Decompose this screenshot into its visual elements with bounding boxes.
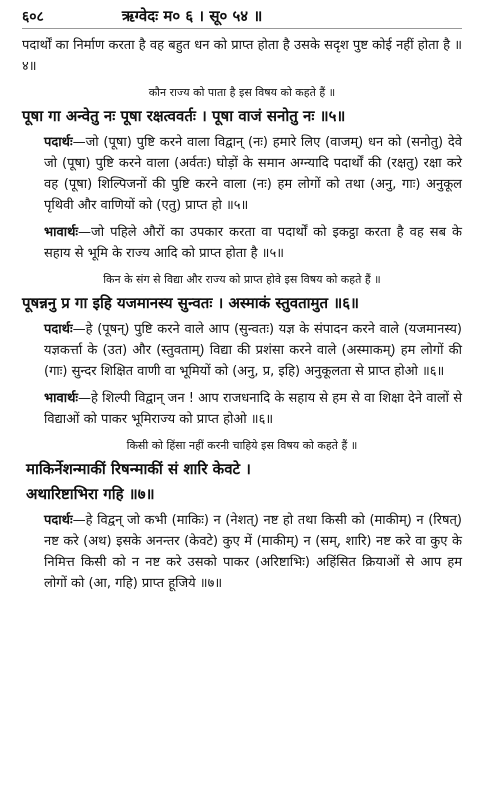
page-header xyxy=(22,6,462,29)
padartha-label: पदार्थः xyxy=(44,322,73,337)
bhavartha-text: —हे शिल्पी विद्वान् जन ! आप राजधनादि के सहाय से हम से वा शिक्षा देने वालों से विद्याओं को पाकर भूमिराज्य को प्राप्त होओ ॥६॥ xyxy=(44,391,462,427)
padartha-text: —हे विद्वन् जो कभी (माकिः) न (नेशत्) नष्ट हो तथा किसी को (माकीम्) न (रिषत्) नष्ट करे (अथ) इसके अनन्तर (केवटे) कुए में (माकीम्) न (सम्, शारि) नष्ट करे वा कुए के निमित्त किसी को न नष्ट करे उसको पाकर (अरिष्टाभिः) अहिंसित क्रियाओं से आप हम लोगों को (आ, गहि) प्राप्त हूजिये ॥७॥ xyxy=(44,513,462,591)
mantra-line: माकिर्नेशन्माकीं रिषन्माकीं सं शारि केवटे । xyxy=(26,460,251,478)
mantra-line: पूषा गा अन्वेतु नः पूषा रक्षत्ववर्तः । पूषा वाजं सनोतु नः ॥५॥ xyxy=(22,107,346,125)
bhavartha-text: —जो पहिले औरों का उपकार करता वा पदार्थों को इकट्ठा करता है वह सब के सहाय से भूमि के राज्य आदि को प्राप्त होता है ॥५॥ xyxy=(44,225,462,261)
padartha-text: —हे (पूषन्) पुष्टि करने वाले आप (सुन्वतः) यज्ञ के संपादन करने वाले (यजमानस्य) यज्ञकर्त्ता के (उत) और (स्तुवताम्) विद्या की प्रशंसा करने वाले (अस्माकम्) हम लोगों की (गाः) सुन्दर शिक्षित वाणी वा भूमियों को (अनु, प्र, इहि) अनुकूलता से प्राप्त होओ ॥६॥ xyxy=(44,322,462,379)
mantra-line: अथारिष्टाभिरा गहि ॥७॥ xyxy=(26,485,155,503)
padartha-text: —जो (पूषा) पुष्टि करने वाला विद्वान् (नः) हमारे लिए (वाजम्) धन को (सनोतु) देवे जो (पूषा) पुष्टि करने वाला (अर्वतः) घोड़ों के समान अग्न्यादि पदार्थों की (रक्षतु) रक्षा करे वह (पूषा) शिल्पिजनों की पुष्टि करने वाला (नः) हम लोगों को तथा (अनु, गाः) अनुकूल पृथिवी और वाणियों को (एतु) प्राप्त हो ॥५॥ xyxy=(44,135,462,213)
running-title: ऋग्वेदः म० ६ । सू० ५४ ॥ xyxy=(121,7,263,25)
padartha-paragraph xyxy=(22,510,462,594)
continuation-text: पदार्थों का निर्माण करता है वह बहुत धन को प्राप्त होता है उसके सदृश पुष्ट कोई नहीं होता है ॥४॥ xyxy=(22,38,462,74)
page-number: ६०८ xyxy=(22,9,44,25)
bhavartha-label: भावार्थः xyxy=(44,225,79,240)
bhavartha-label: भावार्थः xyxy=(44,391,79,406)
mantra-line: पूषन्ननु प्र गा इहि यजमानस्य सुन्वतः । अस्माकं स्तुवतामुत ॥६॥ xyxy=(22,294,360,312)
section-intro: किसी को हिंसा नहीं करनी चाहिये इस विषय को कहते हैं ॥ xyxy=(126,439,358,452)
padartha-paragraph xyxy=(22,319,462,382)
section-intro: कौन राज्य को पाता है इस विषय को कहते हैं ॥ xyxy=(148,86,336,99)
section-intro: किन के संग से विद्या और राज्य को प्राप्त होवे इस विषय को कहते हैं ॥ xyxy=(103,273,381,286)
bhavartha-paragraph xyxy=(22,222,462,264)
padartha-label: पदार्थः xyxy=(44,135,73,150)
padartha-paragraph xyxy=(22,132,462,216)
bhavartha-paragraph xyxy=(22,388,462,430)
padartha-label: पदार्थः xyxy=(44,513,73,528)
